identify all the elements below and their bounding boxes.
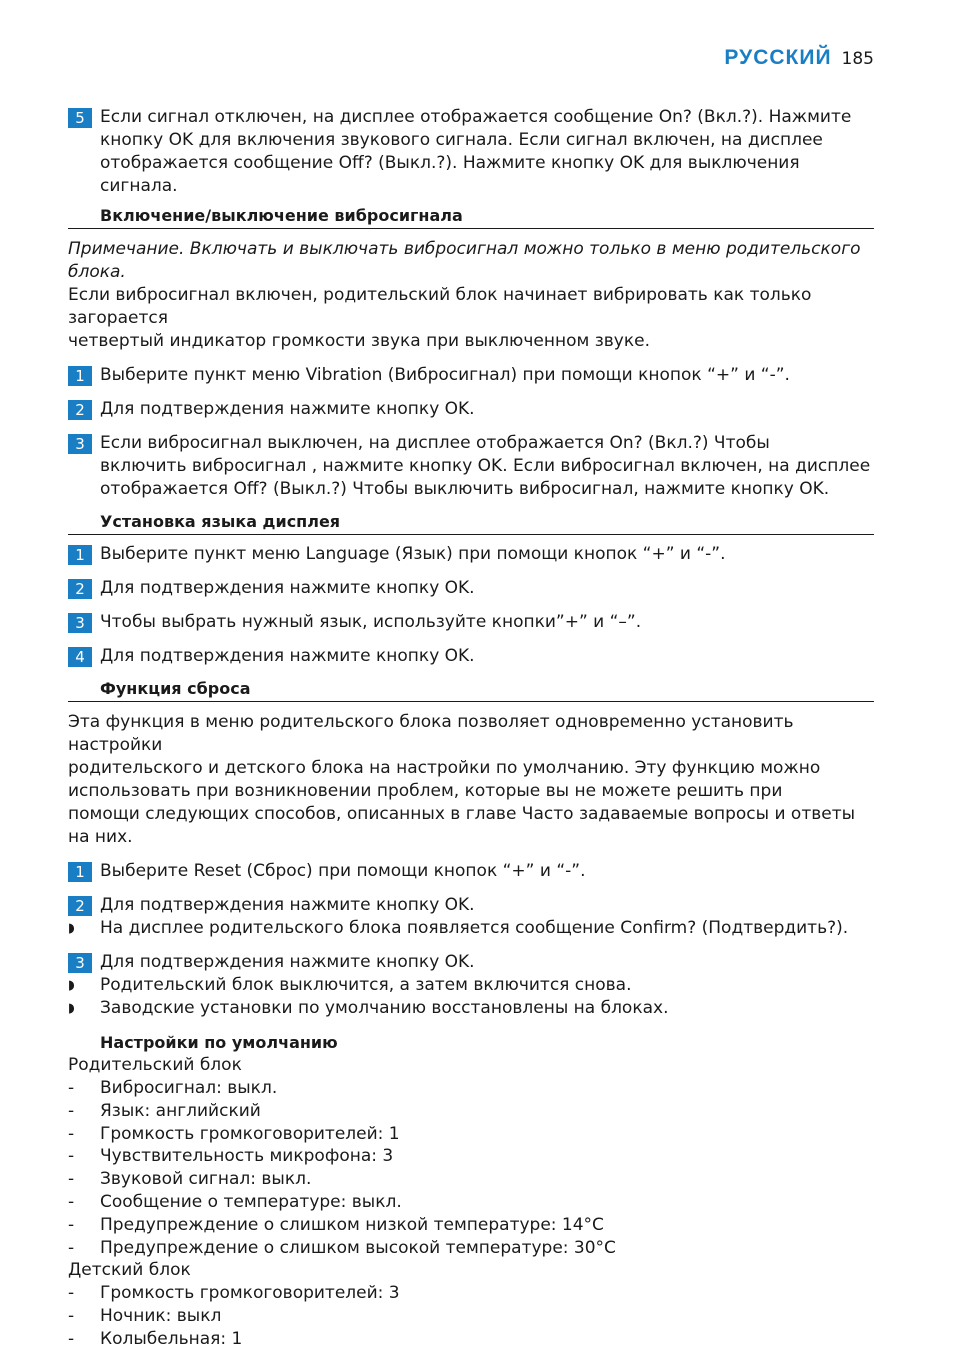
list-item: - Ночник: выкл	[68, 1306, 222, 1327]
header-language: РУССКИЙ	[724, 46, 832, 69]
step-text-line: Чтобы выбрать нужный язык, используйте кнопки”+” и “–”.	[100, 612, 642, 632]
step-text-line: Выберите пункт меню Language (Язык) при помощи кнопок “+” и “-”.	[100, 544, 726, 564]
dash-marker: -	[68, 1123, 75, 1144]
step-text-line: кнопку OK для включения звукового сигнала. Если сигнал включен, на дисплее	[100, 130, 823, 150]
bullet-text: Родительский блок выключится, а затем включится снова.	[100, 975, 632, 995]
list-item: - Язык: английский	[68, 1100, 261, 1121]
step-5	[68, 106, 874, 198]
dash-marker: -	[68, 1100, 75, 1121]
dash-marker: -	[68, 1283, 75, 1304]
step-3	[68, 611, 874, 634]
step-text-line: Выберите Reset (Сброс) при помощи кнопок “+” и “-”.	[100, 861, 586, 881]
result-bullet	[68, 997, 874, 1020]
list-item: - Сообщение о температуре: выкл.	[68, 1191, 402, 1212]
step-text-line: Если сигнал отключен, на дисплее отображается сообщение On? (Вкл.?). Нажмите	[100, 107, 852, 127]
list-item: - Предупреждение о слишком высокой температуре: 30°C	[68, 1237, 616, 1258]
group-label-parent: Родительский блок	[68, 1055, 242, 1075]
step-text-line: отображается Off? (Выкл.?) Чтобы выключить вибросигнал, нажмите кнопку OK.	[100, 479, 830, 499]
paragraph-line: помощи следующих способов, описанных в главе Часто задаваемые вопросы и ответы на них.	[68, 804, 856, 847]
step-2	[68, 398, 874, 421]
section-heading-vibration: Включение/выключение вибросигнала	[100, 206, 463, 225]
step-text-line: Для подтверждения нажмите кнопку OK.	[100, 399, 475, 419]
page-content	[68, 106, 874, 1351]
step-number-badge: 2	[68, 579, 92, 599]
step-text-line: отображается сообщение Off? (Выкл.?). Нажмите кнопку OK для выключения сигнала.	[100, 153, 800, 196]
page-header	[724, 46, 874, 70]
step-number-badge: 2	[68, 400, 92, 420]
step-number-badge: 2	[68, 896, 92, 916]
list-item: - Предупреждение о слишком низкой температуре: 14°C	[68, 1214, 604, 1235]
step-1	[68, 364, 874, 387]
section-heading-reset: Функция сброса	[100, 679, 251, 698]
list-item: - Звуковой сигнал: выкл.	[68, 1169, 312, 1190]
step-1	[68, 860, 874, 883]
list-item: - Чувствительность микрофона: 3	[68, 1146, 394, 1167]
step-3	[68, 432, 874, 501]
bullet-text: На дисплее родительского блока появляется сообщение Confirm? (Подтвердить?).	[100, 918, 849, 938]
dash-marker: -	[68, 1214, 75, 1235]
step-text-line: Для подтверждения нажмите кнопку OK.	[100, 952, 475, 972]
bullet-text: Заводские установки по умолчанию восстановлены на блоках.	[100, 998, 669, 1018]
step-2	[68, 894, 874, 917]
dash-marker: -	[68, 1328, 75, 1349]
bullet-marker-icon: ◗	[68, 1001, 75, 1016]
step-number-badge: 1	[68, 862, 92, 882]
step-number-badge: 3	[68, 434, 92, 454]
dash-marker: -	[68, 1169, 75, 1190]
step-number-badge: 4	[68, 647, 92, 667]
step-2	[68, 577, 874, 600]
result-bullet	[68, 917, 874, 940]
group-label-child: Детский блок	[68, 1260, 191, 1281]
step-text-line: Выберите пункт меню Vibration (Вибросигнал) при помощи кнопок “+” и “-”.	[100, 365, 790, 385]
step-number-badge: 5	[68, 108, 92, 128]
bullet-marker-icon: ◗	[68, 921, 75, 936]
step-number-badge: 3	[68, 613, 92, 633]
step-3	[68, 951, 874, 974]
bullet-marker-icon: ◗	[68, 978, 75, 993]
list-item: - Громкость громкоговорителей: 1	[68, 1123, 400, 1144]
dash-marker: -	[68, 1237, 75, 1258]
section-heading-language: Установка языка дисплея	[100, 512, 341, 531]
step-number-badge: 1	[68, 545, 92, 565]
paragraph-line: Если вибросигнал включен, родительский блок начинает вибрировать как только загорается	[68, 285, 812, 328]
dash-marker: -	[68, 1146, 75, 1167]
step-text-line: Для подтверждения нажмите кнопку OK.	[100, 895, 475, 915]
paragraph-line: использовать при возникновении проблем, которые вы не можете решить при	[68, 781, 783, 801]
result-bullet	[68, 974, 874, 997]
step-text-line: Для подтверждения нажмите кнопку OK.	[100, 646, 475, 666]
step-number-badge: 1	[68, 366, 92, 386]
list-item: - Громкость громкоговорителей: 3	[68, 1283, 400, 1304]
paragraph-line: Эта функция в меню родительского блока позволяет одновременно установить настройки	[68, 712, 794, 755]
list-item: - Вибросигнал: выкл.	[68, 1078, 278, 1098]
list-item: - Колыбельная: 1	[68, 1328, 243, 1349]
paragraph-line: родительского и детского блока на настройки по умолчанию. Эту функцию можно	[68, 758, 821, 778]
dash-marker: -	[68, 1078, 75, 1098]
step-text-line: Если вибросигнал выключен, на дисплее отображается On? (Вкл.?) Чтобы	[100, 433, 770, 453]
step-text-line: Для подтверждения нажмите кнопку OK.	[100, 578, 475, 598]
note-text: Примечание. Включать и выключать вибросигнал можно только в меню родительского блока.	[68, 239, 861, 282]
section-heading-defaults: Настройки по умолчанию	[100, 1033, 338, 1052]
step-4	[68, 645, 874, 668]
step-number-badge: 3	[68, 953, 92, 973]
step-1	[68, 543, 874, 566]
dash-marker: -	[68, 1191, 75, 1212]
page-number: 185	[841, 49, 874, 69]
dash-marker: -	[68, 1306, 75, 1327]
step-text-line: включить вибросигнал , нажмите кнопку OK. Если вибросигнал включен, на дисплее	[100, 456, 871, 476]
paragraph-line: четвертый индикатор громкости звука при выключенном звуке.	[68, 331, 650, 351]
